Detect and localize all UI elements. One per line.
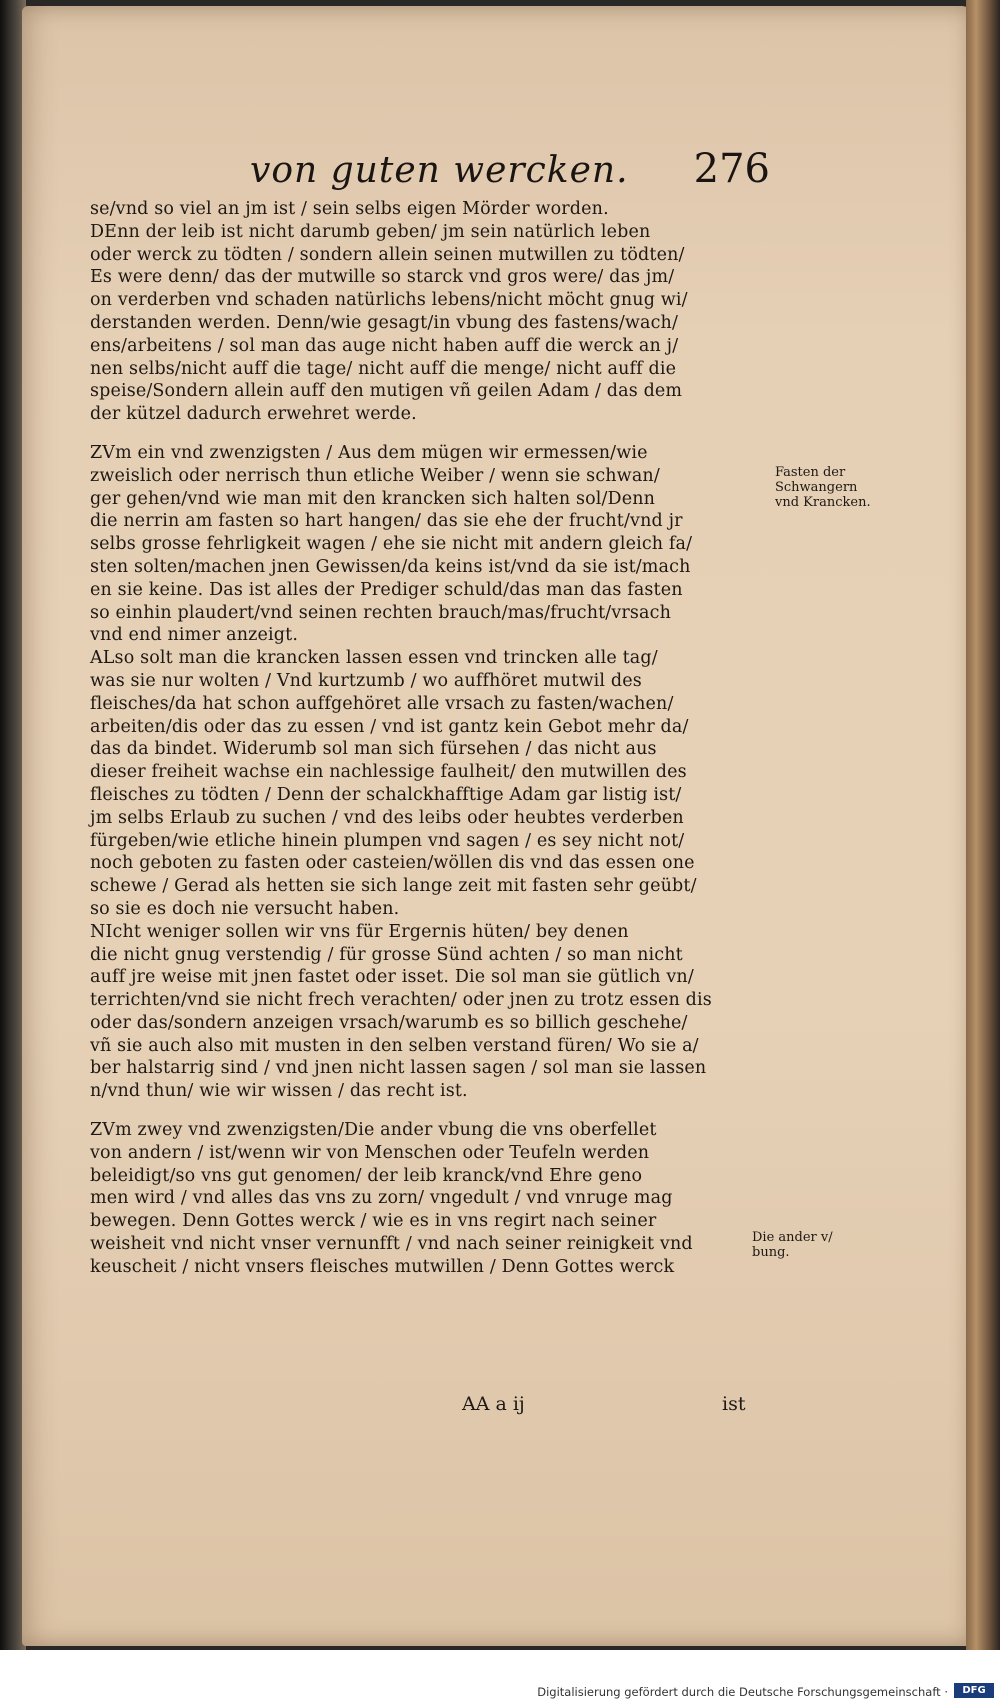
text-line: NIcht weniger sollen wir vns für Ergernis hüten/ bey denen: [90, 921, 629, 942]
text-line: fleisches zu tödten / Denn der schalckhafftige Adam gar listig ist/: [90, 784, 682, 805]
text-line: n/vnd thun/ wie wir wissen / das recht ist.: [90, 1081, 468, 1102]
text-line: die nerrin am fasten so hart hangen/ das sie ehe der frucht/vnd jr: [90, 511, 683, 532]
text-line: so einhin plaudert/vnd seinen rechten brauch/mas/frucht/vrsach: [90, 602, 671, 623]
footer-bar: [0, 1650, 1000, 1705]
text-line: DEnn der leib ist nicht darumb geben/ jm sein natürlich leben: [90, 221, 651, 242]
text-line: derstanden werden. Denn/wie gesagt/in vbung des fastens/wach/: [90, 312, 678, 333]
margin-note-line: Fasten der: [775, 465, 846, 480]
text-line: ZVm zwey vnd zwenzigsten/Die ander vbung die vns oberfellet: [90, 1120, 657, 1141]
running-title: von guten wercken.: [250, 150, 629, 191]
dfg-logo: DFG: [954, 1683, 994, 1698]
text-line: terrichten/vnd sie nicht frech verachten/ oder jnen zu trotz essen dis: [90, 990, 712, 1011]
margin-note-line: Schwangern: [775, 480, 858, 495]
text-line: men wird / vnd alles das vns zu zorn/ vngedult / vnd vnruge mag: [90, 1188, 673, 1209]
text-line: beleidigt/so vns gut genomen/ der leib kranck/vnd Ehre geno: [90, 1165, 643, 1186]
text-line: noch geboten zu fasten oder casteien/wöllen dis vnd das essen one: [90, 853, 695, 874]
text-line: se/vnd so viel an jm ist / sein selbs eigen Mörder worden.: [90, 199, 609, 219]
text-line: weisheit vnd nicht vnser vernunfft / vnd nach seiner reinigkeit vnd: [90, 1234, 693, 1255]
margin-note-exercise: [752, 1230, 833, 1260]
text-line: Es were denn/ das der mutwille so starck vnd gros were/ das jm/: [90, 267, 675, 288]
text-line: ens/arbeitens / sol man das auge nicht haben auff die werck an j/: [90, 335, 679, 356]
text-line: zweislich oder nerrisch thun etliche Weiber / wenn sie schwan/: [90, 465, 660, 486]
margin-note-line: vnd Krancken.: [775, 495, 871, 510]
text-line: fleisches/da hat schon auffgehöret alle vrsach zu fasten/wachen/: [90, 693, 674, 714]
margin-note-line: bung.: [752, 1245, 790, 1260]
text-line: der kützel dadurch erwehret werde.: [90, 404, 417, 425]
text-line: on verderben vnd schaden natürlichs lebens/nicht möcht gnug wi/: [90, 290, 688, 311]
text-line: sten solten/machen jnen Gewissen/da keins ist/vnd da sie ist/mach: [90, 556, 691, 577]
signature-mark: AA a ij: [462, 1393, 525, 1415]
body-text: [90, 198, 762, 1279]
text-line: keuscheit / nicht vnsers fleisches mutwillen / Denn Gottes werck: [90, 1256, 675, 1277]
text-line: schewe / Gerad als hetten sie sich lange zeit mit fasten sehr geübt/: [90, 876, 697, 897]
text-line: oder das/sondern anzeigen vrsach/warumb es so billich geschehe/: [90, 1012, 688, 1033]
funding-credit: Digitalisierung gefördert durch die Deutsche Forschungsgemeinschaft ·: [537, 1685, 948, 1699]
text-line: so sie es doch nie versucht haben.: [90, 898, 400, 919]
text-line: arbeiten/dis oder das zu essen / vnd ist gantz kein Gebot mehr da/: [90, 716, 689, 737]
paragraph-gap: [90, 426, 762, 442]
text-line: ger gehen/vnd wie man mit den krancken sich halten sol/Denn: [90, 488, 656, 509]
text-line: fürgeben/wie etliche hinein plumpen vnd sagen / es sey nicht not/: [90, 830, 685, 851]
text-line: jm selbs Erlaub zu suchen / vnd des leibs oder heubtes verderben: [90, 807, 684, 828]
text-line: vñ sie auch also mit musten in den selben verstand füren/ Wo sie a/: [90, 1035, 699, 1056]
page-edges: [966, 0, 1000, 1650]
margin-note-line: Die ander v/: [752, 1230, 833, 1245]
text-line: vnd end nimer anzeigt.: [90, 625, 299, 646]
text-line: nen selbs/nicht auff die tage/ nicht auff die menge/ nicht auff die: [90, 358, 677, 379]
text-line: das da bindet. Widerumb sol man sich fürsehen / das nicht aus: [90, 739, 657, 760]
paragraph-gap: [90, 1103, 762, 1119]
text-line: speise/Sondern allein auff den mutigen vñ geilen Adam / das dem: [90, 381, 683, 402]
text-line: en sie keine. Das ist alles der Prediger schuld/das man das fasten: [90, 579, 683, 600]
text-line: die nicht gnug verstendig / für grosse Sünd achten / so man nicht: [90, 944, 683, 965]
text-line: bewegen. Denn Gottes werck / wie es in vns regirt nach seiner: [90, 1211, 657, 1232]
text-line: ALso solt man die krancken lassen essen vnd trincken alle tag/: [90, 648, 658, 669]
text-line: selbs grosse fehrligkeit wagen / ehe sie nicht mit andern gleich fa/: [90, 534, 693, 555]
text-line: dieser freiheit wachse ein nachlessige faulheit/ den mutwillen des: [90, 762, 687, 783]
text-line: ber halstarrig sind / vnd jnen nicht lassen sagen / sol man sie lassen: [90, 1058, 707, 1079]
text-line: auff jre weise mit jnen fastet oder isset. Die sol man sie gütlich vn/: [90, 967, 694, 988]
text-line: was sie nur wolten / Vnd kurtzumb / wo auffhöret mutwil des: [90, 670, 642, 691]
page-number: 276: [693, 146, 770, 192]
text-line: ZVm ein vnd zwenzigsten / Aus dem mügen wir ermessen/wie: [90, 442, 648, 463]
text-line: oder werck zu tödten / sondern allein seinen mutwillen zu tödten/: [90, 244, 685, 265]
text-line: von andern / ist/wenn wir von Menschen oder Teufeln werden: [90, 1142, 650, 1163]
margin-note-fasting: [775, 465, 871, 510]
catchword: ist: [722, 1393, 746, 1415]
page-header: [250, 146, 770, 202]
